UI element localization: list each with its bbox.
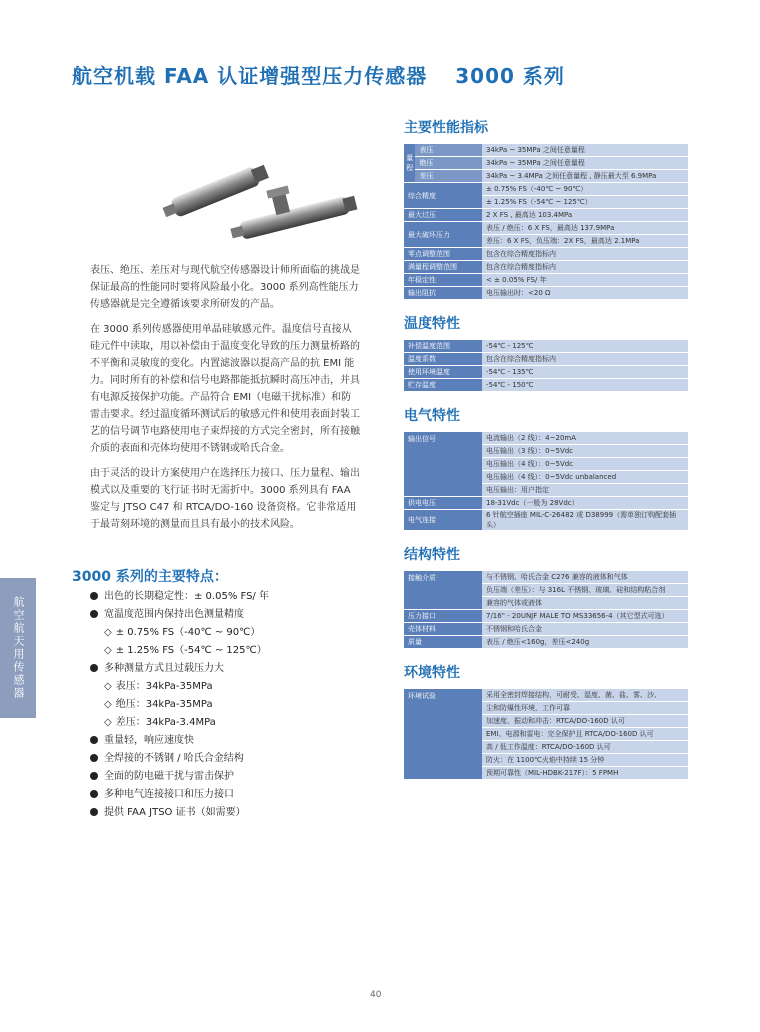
table-row [404,183,688,196]
feature-item [90,624,269,642]
spec-value: 加速度、振动和冲击：RTCA/DO-160D 认可 [482,715,688,728]
spec-value: 电压输出（3 线）：0~5Vdc [482,445,688,458]
feature-text: 重量轻，响应速度快 [104,735,194,746]
spec-key: 输出阻抗 [404,287,482,300]
table-row [404,353,688,366]
table-row [404,209,688,222]
spec-value: 尘和防爆性环境，工作可靠 [482,702,688,715]
table-row [404,510,688,531]
spec-key: 壳体材料 [404,623,482,636]
spec-value: 2 X FS , 最高达 103.4MPa [482,209,688,222]
spec-value: 电压输出（4 线）：0~5Vdc [482,458,688,471]
spec-value: 包含在综合精度指标内 [482,248,688,261]
diamond-bullet-icon: ◇ [104,717,112,728]
title-text: 航空机载 FAA 认证增强型压力传感器 [72,64,428,88]
table-row [404,636,688,649]
feature-item [90,714,269,732]
feature-item [90,750,269,768]
temperature-table [404,340,688,392]
spec-key: 差压 [415,170,482,183]
spec-value: 采用全密封焊接结构，可耐受、湿度、菌、盐、雾、沙、 [482,689,688,702]
intro-paragraph: 表压、绝压、差压对与现代航空传感器设计师所面临的挑战是保证最高的性能同时要将风险最小化。3000 系列高性能压力传感器就是完全遵循该要求所研发的产品。 [90,265,360,310]
feature-item [90,588,269,606]
diamond-bullet-icon: ◇ [104,681,112,692]
features-title: 3000 系列的主要特点： [72,569,228,585]
electrical-title: 电气特性 [404,408,460,424]
spec-value: 兼容的气体或液体 [482,597,688,610]
feature-text: 提供 FAA JTSO 证书（如需要） [104,807,246,818]
feature-item [90,678,269,696]
feature-text: ± 0.75% FS（-40℃ ~ 90℃） [115,627,261,638]
side-category-tab: 航空航天用传感器 [0,578,36,718]
spec-value: 电压输出（4 线）：0~5Vdc unbalanced [482,471,688,484]
spec-value: 34kPa ~ 3.4MPa 之间任意量程 , 静压最大至 6.9MPa [482,170,688,183]
spec-value: EMI、电源和雷电：完全保护且 RTCA/DO-160D 认可 [482,728,688,741]
diamond-bullet-icon: ◇ [104,627,112,638]
table-row [404,222,688,235]
spec-value: 表压 / 绝压：6 X FS，最高达 137.9MPa [482,222,688,235]
title-series: 3000 系列 [455,64,565,88]
spec-key: 年稳定性 [404,274,482,287]
table-row [404,379,688,392]
spec-value: 电流输出（2 线）：4~20mA [482,432,688,445]
environment-table [404,689,688,780]
spec-value: 表压 / 绝压<160g，差压<240g [482,636,688,649]
spec-key: 环境试验 [404,689,482,780]
feature-text: 多种电气连接接口和压力接口 [104,789,234,800]
feature-item [90,696,269,714]
spec-key: 输出信号 [404,432,482,497]
spec-value: -54℃ - 150℃ [482,379,688,392]
bullet-icon [90,592,98,600]
feature-text: 全面的防电磁干扰与雷击保护 [104,771,234,782]
table-row [404,340,688,353]
spec-value: 不锈钢和哈氏合金 [482,623,688,636]
table-row [404,689,688,702]
table-row [404,432,688,445]
table-row [404,144,688,157]
spec-value: 7/16" - 20UNJF MALE TO MS33656-4（其它型式可选） [482,610,688,623]
spec-key: 电气连接 [404,510,482,531]
structure-table [404,571,688,649]
spec-value: 6 针航空插座 MIL-C-26482 或 D38999（需单独订购配套插头） [482,510,688,531]
spec-value: 包含在综合精度指标内 [482,261,688,274]
spec-key: 满量程调整范围 [404,261,482,274]
structure-title: 结构特性 [404,547,460,563]
bullet-icon [90,610,98,618]
environment-title: 环境特性 [404,665,460,681]
spec-value: 电压输出：用户指定 [482,484,688,497]
feature-item [90,786,269,804]
page-title [72,60,565,89]
feature-text: 差压：34kPa-3.4MPa [115,717,216,728]
table-row [404,366,688,379]
spec-value: ± 0.75% FS（-40℃ ~ 90℃） [482,183,688,196]
spec-value: 电压输出时：<20 Ω [482,287,688,300]
spec-key: 供电电压 [404,497,482,510]
spec-key: 压力接口 [404,610,482,623]
feature-text: 宽温度范围内保持出色测量精度 [104,609,244,620]
page-number: 40 [370,990,382,1000]
spec-key: 表压 [415,144,482,157]
performance-title: 主要性能指标 [404,120,488,136]
feature-item [90,732,269,750]
temperature-title: 温度特性 [404,316,460,332]
spec-value: 与不锈钢、哈氏合金 C276 兼容的液体和气体 [482,571,688,584]
spec-value: 高 / 低工作温度：RTCA/DO-160D 认可 [482,741,688,754]
spec-value: 包含在综合精度指标内 [482,353,688,366]
spec-value: 34kPa ~ 35MPa 之间任意量程 [482,144,688,157]
spec-key: 使用环境温度 [404,366,482,379]
spec-key: 温度系数 [404,353,482,366]
feature-item [90,660,269,678]
feature-text: 出色的长期稳定性：± 0.05% FS/ 年 [104,591,269,602]
feature-text: 表压：34kPa-35MPa [115,681,213,692]
features-list [90,588,269,822]
intro-paragraph: 在 3000 系列传感器使用单晶硅敏感元件。温度信号直接从硅元件中读取，用以补偿由于温度变化导致的压力测量桥路的不平衡和灵敏度的变化。内置滤波器以提高产品的抗 EMI 能力。同时所有的补偿和信号电路都能抵抗瞬时高压冲击，并具有电源反接保护功能。产品符合 EMI（电磁干扰标准）和防雷击要求。经过温度循环测试后的敏感元件和使用表面封装工艺的信号调节电路使用电子束焊接的方式完全密封，所有接触介质的表面和壳体均使用不锈钢或哈氏合金。 [90,324,360,454]
spec-key: 最大过压 [404,209,482,222]
table-row [404,610,688,623]
spec-key: 补偿温度范围 [404,340,482,353]
bullet-icon [90,736,98,744]
feature-text: 多种测量方式且过载压力大 [104,663,224,674]
table-row [404,157,688,170]
bullet-icon [90,772,98,780]
spec-value: -54℃ - 135℃ [482,366,688,379]
product-photo [160,150,360,250]
feature-text: 全焊接的不锈钢 / 哈氏合金结构 [104,753,244,764]
range-group-label: 量程 [404,144,415,183]
spec-value: 18-31Vdc（一般为 28Vdc） [482,497,688,510]
table-row [404,497,688,510]
performance-table [404,144,688,300]
spec-key: 质量 [404,636,482,649]
spec-key: 贮存温度 [404,379,482,392]
table-row [404,287,688,300]
bullet-icon [90,664,98,672]
spec-key: 最大破坏压力 [404,222,482,248]
feature-item [90,804,269,822]
bullet-icon [90,754,98,762]
spec-key: 综合精度 [404,183,482,209]
intro-paragraph: 由于灵活的设计方案使用户在选择压力接口、压力量程、输出模式以及重要的飞行证书时无需折中。3000 系列具有 FAA 鉴定与 JTSO C47 和 RTCA/DO-160 设备资格。它非常适用于最苛刻环境的测量而且具有最小的技术风险。 [90,468,360,530]
table-row [404,170,688,183]
spec-value: 差压：6 X FS，负压端：2X FS，最高达 2.1MPa [482,235,688,248]
feature-item [90,768,269,786]
feature-text: ± 1.25% FS（-54℃ ~ 125℃） [115,645,267,656]
spec-value: 34kPa ~ 35MPa 之间任意量程 [482,157,688,170]
spec-value: 预期可靠性（MIL-HDBK-217F）：5 FPMH [482,767,688,780]
spec-value: 防火：在 1100℃火焰中持续 15 分钟 [482,754,688,767]
intro-text [90,262,360,541]
table-row [404,571,688,584]
bullet-icon [90,808,98,816]
diamond-bullet-icon: ◇ [104,645,112,656]
diamond-bullet-icon: ◇ [104,699,112,710]
feature-text: 绝压：34kPa-35MPa [115,699,213,710]
table-row [404,248,688,261]
spec-key: 接触介质 [404,571,482,610]
table-row [404,274,688,287]
feature-item [90,642,269,660]
table-row [404,261,688,274]
spec-key: 零点调整范围 [404,248,482,261]
spec-value: ± 1.25% FS（-54℃ ~ 125℃） [482,196,688,209]
spec-value: -54℃ - 125℃ [482,340,688,353]
table-row [404,623,688,636]
electrical-table [404,432,688,531]
spec-column [404,118,688,794]
feature-item [90,606,269,624]
bullet-icon [90,790,98,798]
spec-value: < ± 0.05% FS/ 年 [482,274,688,287]
spec-key: 绝压 [415,157,482,170]
spec-value: 负压端（差压）：与 316L 不锈钢、玻璃、硅和结构粘合剂 [482,584,688,597]
